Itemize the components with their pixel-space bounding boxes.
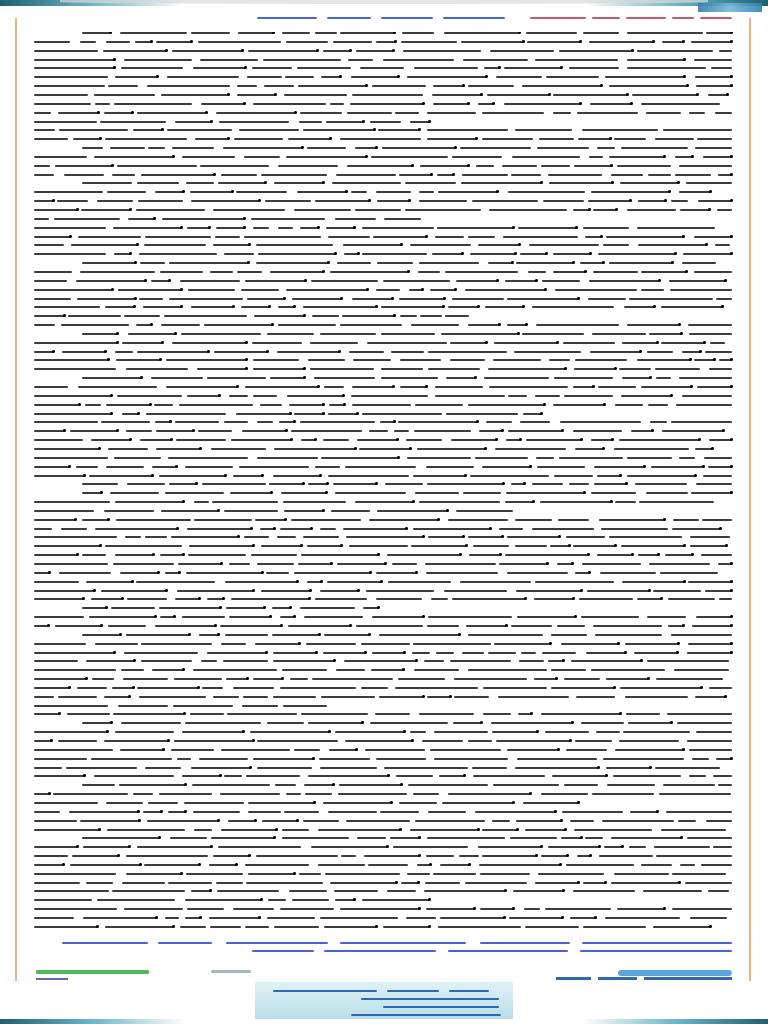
text-line xyxy=(34,165,734,169)
text-line xyxy=(34,466,734,470)
text-line xyxy=(34,820,734,824)
text-line xyxy=(34,882,734,886)
text-line xyxy=(34,722,734,726)
text-line xyxy=(34,590,734,594)
text-line xyxy=(34,262,734,266)
text-line xyxy=(34,616,734,620)
text-line xyxy=(34,492,734,496)
text-line xyxy=(34,926,734,930)
text-line xyxy=(34,377,734,381)
text-line xyxy=(34,829,734,833)
text-line xyxy=(34,678,734,682)
text-line xyxy=(34,191,734,195)
text-line xyxy=(34,536,734,540)
text-line xyxy=(34,439,734,443)
text-line xyxy=(34,457,734,461)
text-line xyxy=(34,306,734,310)
text-line xyxy=(34,705,734,709)
text-line xyxy=(34,209,734,213)
footer-green-link-bar xyxy=(36,970,149,974)
text-line xyxy=(34,572,734,576)
text-line xyxy=(34,811,734,815)
text-line xyxy=(34,625,734,629)
text-line xyxy=(34,200,734,204)
text-line xyxy=(34,32,734,36)
text-line xyxy=(34,784,734,788)
text-line xyxy=(34,643,734,647)
text-line xyxy=(34,129,734,133)
text-line xyxy=(34,510,734,514)
footnote-illegible xyxy=(62,940,732,958)
text-line xyxy=(34,395,734,399)
text-line xyxy=(34,855,734,859)
text-line xyxy=(34,837,734,841)
text-line xyxy=(34,236,734,240)
text-line xyxy=(34,793,734,797)
text-line xyxy=(34,227,734,231)
corner-logo-strip xyxy=(698,3,762,12)
text-line xyxy=(34,359,734,363)
text-line xyxy=(34,731,734,735)
text-line xyxy=(34,767,734,771)
top-decorative-wave xyxy=(60,0,708,4)
text-line xyxy=(34,244,734,248)
text-line xyxy=(34,846,734,850)
text-line xyxy=(34,121,734,125)
footer-left-small-link xyxy=(36,978,68,980)
text-line xyxy=(34,404,734,408)
text-line xyxy=(34,528,734,532)
text-line xyxy=(34,475,734,479)
text-line xyxy=(34,289,734,293)
text-line xyxy=(34,483,734,487)
text-line xyxy=(34,138,734,142)
text-line xyxy=(34,758,734,762)
text-line xyxy=(34,85,734,89)
text-line xyxy=(34,421,734,425)
text-line xyxy=(34,67,734,71)
text-line xyxy=(34,598,734,602)
text-line xyxy=(34,174,734,178)
text-line xyxy=(34,899,734,903)
text-line xyxy=(34,775,734,779)
text-line xyxy=(34,76,734,80)
text-line xyxy=(34,218,734,222)
text-line xyxy=(34,59,734,63)
text-line xyxy=(34,333,734,337)
text-line xyxy=(34,413,734,417)
text-line xyxy=(34,351,734,355)
text-line xyxy=(34,634,734,638)
text-line xyxy=(34,103,734,107)
text-line xyxy=(34,554,734,558)
text-line xyxy=(34,696,734,700)
text-line xyxy=(34,298,734,302)
text-line xyxy=(34,660,734,664)
text-line xyxy=(34,917,734,921)
text-line xyxy=(34,253,734,257)
text-line xyxy=(34,430,734,434)
text-line xyxy=(34,315,734,319)
text-line xyxy=(34,873,734,877)
text-line xyxy=(34,519,734,523)
text-line xyxy=(34,368,734,372)
text-line xyxy=(34,501,734,505)
text-line xyxy=(34,908,734,912)
text-line xyxy=(34,50,734,54)
text-line xyxy=(34,749,734,753)
text-line xyxy=(34,448,734,452)
text-line xyxy=(34,280,734,284)
text-line xyxy=(34,147,734,151)
text-line xyxy=(34,156,734,160)
text-line xyxy=(34,41,734,45)
text-line xyxy=(34,713,734,717)
footer-info-box-illegible xyxy=(255,982,513,1024)
text-line xyxy=(34,581,734,585)
text-line xyxy=(34,890,734,894)
footer-blue-pill xyxy=(618,970,732,976)
text-line xyxy=(34,740,734,744)
text-line xyxy=(34,802,734,806)
footer-right-link-line xyxy=(556,977,732,980)
text-line xyxy=(34,112,734,116)
bottom-decorative-band xyxy=(0,1019,768,1024)
text-line xyxy=(34,652,734,656)
text-line xyxy=(34,342,734,346)
text-line xyxy=(34,687,734,691)
text-line xyxy=(34,182,734,186)
text-line xyxy=(34,563,734,567)
text-line xyxy=(34,94,734,98)
text-line xyxy=(34,324,734,328)
text-line xyxy=(34,545,734,549)
footer-center-mark xyxy=(211,970,251,973)
body-text-illegible xyxy=(34,32,734,937)
text-line xyxy=(34,864,734,868)
text-line xyxy=(34,271,734,275)
text-line xyxy=(34,669,734,673)
text-line xyxy=(34,386,734,390)
text-line xyxy=(34,607,734,611)
